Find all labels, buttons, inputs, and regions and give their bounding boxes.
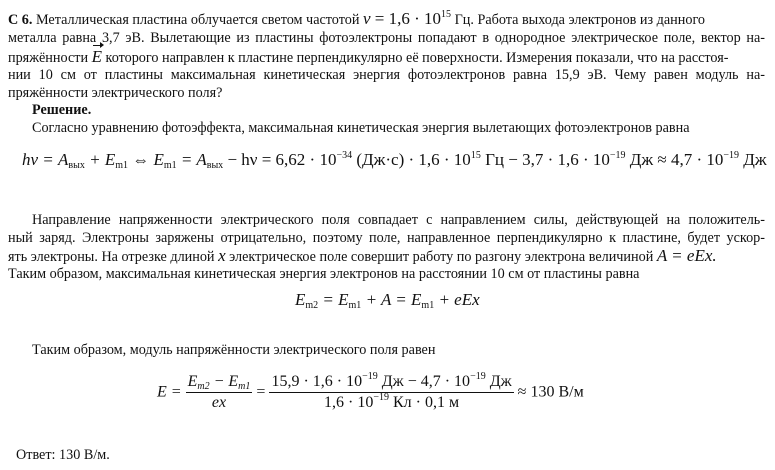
problem-line-4: нии 10 см от пластины максимальная кинетическая энергия фотоэлектронов равна 15,9 эВ. Чему равен модуль на- (8, 67, 765, 83)
problem-text: Гц. Работа выхода электронов из данного (454, 12, 706, 28)
solution-heading: Решение. (32, 102, 92, 118)
problem-line-3: пряжённости E которого направлен к пластине перпендикулярно её поверхности. Измерения показали, что на расстоя- (8, 47, 729, 66)
problem-label: С 6. (8, 12, 33, 28)
problem-text: Металлическая пластина облучается светом частотой (35, 12, 360, 28)
equation-field-strength: E = $\frac{E_{m2} - E_{m1}}{ex}$ = $\frac{15,9 \cdot 1,6 \cdot 10^{-19} Дж - 4,7 \cdot 10^{-19} Дж}{1,6 \cdot 10^{-19} Кл \cdot 0,1 м}$ ≈ 130 В/м (157, 371, 584, 411)
solution-paragraph-3: Таким образом, модуль напряжённости электрического поля равен (32, 342, 436, 358)
fraction-symbolic: $\frac{E_{m2} - E_{m1}}{ex}$ (187, 373, 251, 411)
frequency-formula: $\nu = 1,6 \cdot 10^{15}$ (362, 9, 452, 28)
problem-line-2: металла равна 3,7 эВ. Вылетающие из пластины фотоэлектроны попадают в однородное электрическое поле, вектор на- (8, 30, 765, 46)
problem-line-1 (8, 10, 705, 29)
answer: Ответ: 130 В/м. (16, 447, 110, 463)
equation-photoeffect: $h\nu = A_{вых} + E_{m1}$ ⇔ $E_{m1} = A_{вых} - h\nu = 6,62 \cdot 10^{-34}$ $(Дж\cdot с) \cdot 1,6 \cdot 10^{15}$ Гц − $3,7 \cdot 1,6 \cdot 10^{-19}$ Дж ≈ $4,7 \cdot 10^{-19}$ Дж (22, 150, 767, 171)
solution-paragraph-2-line-3: ять электроны. На отрезке длиной x электрическое поле совершит работу по разгону электрона величиной A = eEx. (8, 246, 717, 265)
work-formula: A = eEx. (656, 246, 717, 265)
field-vector: E (91, 47, 102, 66)
solution-paragraph-2-line-2: ный заряд. Электроны заряжены отрицательно, поэтому поле, направленное перпендикулярно к пластине, будет ускор- (8, 230, 765, 246)
problem-line-5: пряжённости электрического поля? (8, 85, 223, 101)
fraction-numeric: $\frac{15,9 \cdot 1,6 \cdot 10^{-19} Дж - 4,7 \cdot 10^{-19} Дж}{1,6 \cdot 10^{-19} Кл \cdot 0,1 м}$ (271, 371, 512, 411)
solution-paragraph-1: Согласно уравнению фотоэффекта, максимальная кинетическая энергия вылетающих фотоэлектронов равна (32, 120, 690, 136)
solution-paragraph-2-line-4: Таким образом, максимальная кинетическая энергия электронов на расстоянии 10 см от пластины равна (8, 266, 640, 282)
equation-energy: $E_{m2} = E_{m1} + A = E_{m1}$ + eEx (295, 290, 480, 311)
length-symbol: x (218, 246, 226, 265)
solution-paragraph-2-line-1: Направление напряженности электрического поля совпадает с направлением силы, действующей на положитель- (32, 212, 765, 228)
